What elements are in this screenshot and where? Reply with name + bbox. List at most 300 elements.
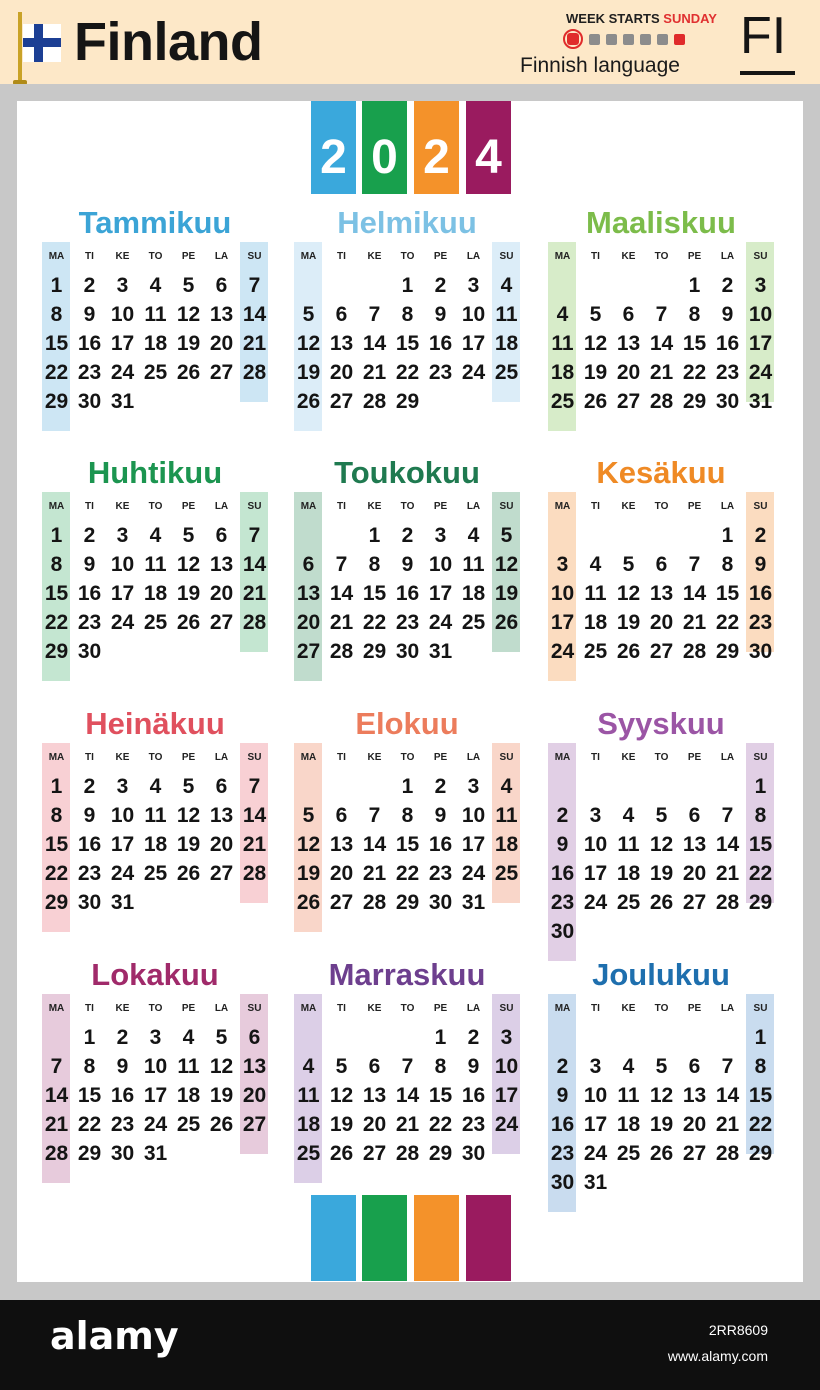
day-cell: 13 bbox=[649, 582, 674, 605]
day-cell: 14 bbox=[395, 1084, 420, 1107]
month-name: Heinäkuu bbox=[85, 706, 225, 741]
year-digit: 4 bbox=[475, 131, 502, 184]
day-cell: 5 bbox=[182, 274, 195, 297]
day-cell: 2 bbox=[116, 1026, 129, 1049]
day-cell: 12 bbox=[616, 582, 641, 605]
day-cell: 25 bbox=[143, 361, 168, 384]
day-cell: 7 bbox=[248, 274, 261, 297]
day-cell: 13 bbox=[209, 303, 234, 326]
month-huhtikuu bbox=[40, 455, 270, 681]
day-cell: 15 bbox=[395, 332, 420, 355]
day-cell: 7 bbox=[401, 1055, 414, 1078]
day-cell: 28 bbox=[649, 390, 674, 413]
day-cell: 30 bbox=[110, 1142, 135, 1165]
day-cell: 25 bbox=[583, 640, 608, 663]
day-cell: 8 bbox=[50, 553, 63, 576]
footer-block bbox=[466, 1195, 511, 1281]
day-cell: 10 bbox=[583, 1084, 608, 1107]
weekday-header: KE bbox=[115, 752, 130, 763]
day-cell: 8 bbox=[401, 804, 414, 827]
day-cell: 10 bbox=[110, 804, 135, 827]
day-cell: 4 bbox=[556, 303, 569, 326]
day-cell: 21 bbox=[715, 862, 740, 885]
day-cell: 8 bbox=[50, 804, 63, 827]
day-cell: 26 bbox=[209, 1113, 234, 1136]
day-cell: 22 bbox=[362, 611, 387, 634]
day-cell: 11 bbox=[495, 303, 518, 326]
day-cell: 24 bbox=[110, 361, 135, 384]
day-cell: 3 bbox=[556, 553, 569, 576]
day-cell: 17 bbox=[748, 332, 773, 355]
day-cell: 28 bbox=[242, 361, 267, 384]
weekday-header: LA bbox=[720, 251, 735, 262]
day-cell: 27 bbox=[329, 891, 354, 914]
day-cell: 23 bbox=[748, 611, 773, 634]
month-elokuu bbox=[292, 706, 522, 932]
weekday-header: PE bbox=[687, 251, 702, 262]
day-cell: 5 bbox=[655, 804, 668, 827]
weekday-header: SU bbox=[499, 501, 514, 512]
day-cell: 10 bbox=[748, 303, 773, 326]
day-cell: 16 bbox=[428, 332, 453, 355]
day-cell: 11 bbox=[617, 1084, 640, 1107]
weekday-header: PE bbox=[433, 501, 448, 512]
day-cell: 6 bbox=[368, 1055, 381, 1078]
month-name: Joulukuu bbox=[592, 957, 730, 992]
day-cell: 14 bbox=[44, 1084, 69, 1107]
language-label: Finnish language bbox=[520, 54, 680, 77]
day-cell: 7 bbox=[248, 775, 261, 798]
day-cell: 26 bbox=[649, 1142, 674, 1165]
day-cell: 22 bbox=[748, 1113, 773, 1136]
day-cell: 30 bbox=[715, 390, 740, 413]
weekday-header: MA bbox=[554, 752, 571, 763]
weekday-header: TI bbox=[85, 251, 94, 262]
day-cell: 4 bbox=[302, 1055, 315, 1078]
day-cell: 9 bbox=[401, 553, 414, 576]
day-cell: 2 bbox=[467, 1026, 480, 1049]
day-cell: 12 bbox=[176, 303, 201, 326]
day-cell: 26 bbox=[176, 611, 201, 634]
month-name: Tammikuu bbox=[78, 205, 232, 240]
day-cell: 11 bbox=[495, 804, 518, 827]
day-cell: 9 bbox=[83, 804, 96, 827]
day-cell: 21 bbox=[395, 1113, 420, 1136]
day-cell: 6 bbox=[302, 553, 315, 576]
day-cell: 14 bbox=[329, 582, 354, 605]
day-cell: 25 bbox=[494, 361, 519, 384]
day-cell: 9 bbox=[83, 553, 96, 576]
weekday-header: TI bbox=[337, 1003, 346, 1014]
day-cell: 10 bbox=[494, 1055, 519, 1078]
day-cell: 13 bbox=[329, 833, 354, 856]
weekday-header: TO bbox=[400, 752, 415, 763]
day-cell: 29 bbox=[395, 390, 420, 413]
day-cell: 4 bbox=[149, 524, 162, 547]
day-cell: 27 bbox=[616, 390, 641, 413]
day-cell: 27 bbox=[362, 1142, 387, 1165]
day-cell: 16 bbox=[550, 1113, 575, 1136]
flagpole bbox=[18, 12, 22, 84]
weekday-header: PE bbox=[687, 1003, 702, 1014]
day-cell: 15 bbox=[682, 332, 707, 355]
day-cell: 19 bbox=[296, 862, 321, 885]
day-cell: 15 bbox=[362, 582, 387, 605]
day-cell: 30 bbox=[461, 1142, 486, 1165]
day-cell: 26 bbox=[583, 390, 608, 413]
day-cell: 10 bbox=[143, 1055, 168, 1078]
day-cell: 7 bbox=[248, 524, 261, 547]
day-cell: 11 bbox=[584, 582, 607, 605]
day-cell: 6 bbox=[688, 1055, 701, 1078]
day-cell: 20 bbox=[362, 1113, 387, 1136]
day-cell: 18 bbox=[461, 582, 486, 605]
day-cell: 9 bbox=[467, 1055, 480, 1078]
day-cell: 25 bbox=[143, 862, 168, 885]
day-cell: 11 bbox=[144, 553, 167, 576]
weekday-header: PE bbox=[433, 251, 448, 262]
footer-block bbox=[414, 1195, 459, 1281]
day-cell: 18 bbox=[143, 332, 168, 355]
day-dot bbox=[657, 34, 668, 45]
month-name: Maaliskuu bbox=[586, 205, 736, 240]
weekday-header: TO bbox=[654, 1003, 669, 1014]
day-cell: 3 bbox=[467, 274, 480, 297]
weekday-header: TI bbox=[337, 251, 346, 262]
day-cell: 31 bbox=[748, 390, 773, 413]
weekday-header: LA bbox=[720, 752, 735, 763]
weekday-header: MA bbox=[48, 1003, 65, 1014]
weekday-header: MA bbox=[300, 251, 317, 262]
weekday-header: MA bbox=[48, 752, 65, 763]
day-cell: 4 bbox=[182, 1026, 195, 1049]
weekday-header: KE bbox=[367, 501, 382, 512]
day-cell: 28 bbox=[362, 390, 387, 413]
day-cell: 15 bbox=[748, 833, 773, 856]
weekday-header: MA bbox=[48, 251, 65, 262]
day-cell: 2 bbox=[401, 524, 414, 547]
week-starts-day: SUNDAY bbox=[663, 11, 717, 26]
day-cell: 28 bbox=[715, 1142, 740, 1165]
day-cell: 16 bbox=[715, 332, 740, 355]
day-cell: 15 bbox=[715, 582, 740, 605]
day-cell: 29 bbox=[395, 891, 420, 914]
weekday-header: PE bbox=[181, 752, 196, 763]
day-cell: 29 bbox=[682, 390, 707, 413]
day-cell: 31 bbox=[461, 891, 486, 914]
selected-day-dot bbox=[563, 29, 583, 49]
day-dot bbox=[674, 34, 685, 45]
day-cell: 18 bbox=[176, 1084, 201, 1107]
day-cell: 5 bbox=[500, 524, 513, 547]
day-cell: 30 bbox=[748, 640, 773, 663]
day-cell: 26 bbox=[296, 891, 321, 914]
day-cell: 19 bbox=[176, 332, 201, 355]
day-cell: 19 bbox=[209, 1084, 234, 1107]
day-cell: 25 bbox=[494, 862, 519, 885]
footer-block bbox=[362, 1195, 407, 1281]
day-cell: 2 bbox=[556, 804, 569, 827]
day-cell: 28 bbox=[362, 891, 387, 914]
day-cell: 3 bbox=[500, 1026, 513, 1049]
day-cell: 3 bbox=[589, 804, 602, 827]
day-cell: 23 bbox=[395, 611, 420, 634]
day-cell: 11 bbox=[462, 553, 485, 576]
day-cell: 19 bbox=[329, 1113, 354, 1136]
day-cell: 29 bbox=[77, 1142, 102, 1165]
day-cell: 22 bbox=[682, 361, 707, 384]
weekday-header: MA bbox=[554, 251, 571, 262]
weekday-header: TO bbox=[148, 1003, 163, 1014]
day-cell: 22 bbox=[428, 1113, 453, 1136]
day-cell: 2 bbox=[83, 274, 96, 297]
day-cell: 5 bbox=[655, 1055, 668, 1078]
day-cell: 11 bbox=[144, 804, 167, 827]
week-starts-prefix: WEEK STARTS bbox=[566, 11, 660, 26]
country-title: Finland bbox=[74, 12, 263, 72]
weekday-header: KE bbox=[115, 251, 130, 262]
day-cell: 9 bbox=[556, 833, 569, 856]
day-cell: 12 bbox=[296, 833, 321, 856]
day-cell: 18 bbox=[494, 833, 519, 856]
weekday-header: TO bbox=[400, 501, 415, 512]
day-cell: 11 bbox=[617, 833, 640, 856]
weekday-header: SU bbox=[753, 251, 768, 262]
day-cell: 12 bbox=[583, 332, 608, 355]
day-cell: 29 bbox=[44, 640, 69, 663]
weekday-header: LA bbox=[720, 1003, 735, 1014]
day-cell: 9 bbox=[434, 303, 447, 326]
day-cell: 28 bbox=[242, 862, 267, 885]
day-cell: 19 bbox=[616, 611, 641, 634]
day-cell: 27 bbox=[682, 891, 707, 914]
day-cell: 31 bbox=[143, 1142, 168, 1165]
day-cell: 20 bbox=[329, 862, 354, 885]
day-cell: 19 bbox=[649, 1113, 674, 1136]
day-cell: 13 bbox=[209, 553, 234, 576]
day-cell: 13 bbox=[296, 582, 321, 605]
year-digit: 2 bbox=[320, 131, 347, 184]
weekday-header: TI bbox=[85, 752, 94, 763]
day-cell: 9 bbox=[754, 553, 767, 576]
day-cell: 25 bbox=[296, 1142, 321, 1165]
day-cell: 4 bbox=[467, 524, 480, 547]
day-cell: 31 bbox=[110, 390, 135, 413]
day-cell: 3 bbox=[754, 274, 767, 297]
country-code: FI bbox=[740, 7, 787, 65]
day-cell: 15 bbox=[44, 332, 69, 355]
day-cell: 22 bbox=[715, 611, 740, 634]
week-starts-label bbox=[566, 11, 717, 26]
week-start-indicator bbox=[563, 29, 685, 49]
weekday-header: LA bbox=[466, 501, 481, 512]
weekday-header: KE bbox=[367, 1003, 382, 1014]
day-cell: 24 bbox=[550, 640, 575, 663]
day-cell: 30 bbox=[550, 920, 575, 943]
day-cell: 13 bbox=[362, 1084, 387, 1107]
day-cell: 26 bbox=[494, 611, 519, 634]
weekday-header: KE bbox=[115, 1003, 130, 1014]
day-cell: 8 bbox=[368, 553, 381, 576]
weekday-header: SU bbox=[247, 752, 262, 763]
day-cell: 30 bbox=[77, 891, 102, 914]
day-cell: 14 bbox=[242, 303, 267, 326]
month-name: Toukokuu bbox=[334, 455, 480, 490]
day-cell: 10 bbox=[550, 582, 575, 605]
day-cell: 28 bbox=[682, 640, 707, 663]
day-cell: 2 bbox=[83, 775, 96, 798]
day-cell: 13 bbox=[242, 1055, 267, 1078]
day-cell: 28 bbox=[44, 1142, 69, 1165]
day-cell: 29 bbox=[715, 640, 740, 663]
day-cell: 24 bbox=[583, 891, 608, 914]
weekday-header: TO bbox=[400, 251, 415, 262]
weekday-header: KE bbox=[115, 501, 130, 512]
day-cell: 13 bbox=[209, 804, 234, 827]
weekday-header: LA bbox=[720, 501, 735, 512]
weekday-header: SU bbox=[753, 752, 768, 763]
weekday-header: KE bbox=[367, 752, 382, 763]
day-cell: 21 bbox=[649, 361, 674, 384]
weekday-header: SU bbox=[499, 1003, 514, 1014]
day-cell: 9 bbox=[83, 303, 96, 326]
day-cell: 6 bbox=[215, 524, 228, 547]
month-toukokuu bbox=[292, 455, 522, 681]
day-cell: 2 bbox=[754, 524, 767, 547]
day-cell: 27 bbox=[242, 1113, 267, 1136]
day-cell: 21 bbox=[715, 1113, 740, 1136]
day-cell: 21 bbox=[362, 361, 387, 384]
day-cell: 30 bbox=[77, 390, 102, 413]
day-cell: 29 bbox=[362, 640, 387, 663]
month-name: Marraskuu bbox=[328, 957, 486, 992]
day-cell: 3 bbox=[116, 274, 129, 297]
day-cell: 25 bbox=[616, 1142, 641, 1165]
day-cell: 22 bbox=[748, 862, 773, 885]
day-cell: 3 bbox=[149, 1026, 162, 1049]
day-cell: 22 bbox=[44, 611, 69, 634]
day-cell: 1 bbox=[401, 775, 414, 798]
day-cell: 8 bbox=[688, 303, 701, 326]
day-cell: 23 bbox=[715, 361, 740, 384]
day-cell: 8 bbox=[721, 553, 734, 576]
weekday-header: SU bbox=[247, 501, 262, 512]
day-cell: 20 bbox=[209, 582, 234, 605]
day-cell: 1 bbox=[368, 524, 381, 547]
day-cell: 16 bbox=[77, 332, 102, 355]
day-cell: 6 bbox=[688, 804, 701, 827]
day-cell: 25 bbox=[143, 611, 168, 634]
day-cell: 17 bbox=[110, 833, 135, 856]
day-cell: 1 bbox=[721, 524, 734, 547]
day-cell: 29 bbox=[748, 891, 773, 914]
day-cell: 17 bbox=[550, 611, 575, 634]
weekday-header: TO bbox=[654, 251, 669, 262]
day-cell: 23 bbox=[77, 361, 102, 384]
day-cell: 25 bbox=[176, 1113, 201, 1136]
day-cell: 14 bbox=[649, 332, 674, 355]
day-cell: 5 bbox=[182, 775, 195, 798]
day-cell: 29 bbox=[428, 1142, 453, 1165]
weekday-header: TI bbox=[85, 501, 94, 512]
day-cell: 9 bbox=[721, 303, 734, 326]
alamy-logo: alamy bbox=[50, 1314, 179, 1358]
weekday-header: LA bbox=[214, 1003, 229, 1014]
day-cell: 22 bbox=[44, 361, 69, 384]
weekday-header: LA bbox=[466, 251, 481, 262]
day-cell: 12 bbox=[176, 553, 201, 576]
day-cell: 6 bbox=[248, 1026, 261, 1049]
day-cell: 4 bbox=[500, 274, 513, 297]
month-tammikuu bbox=[40, 205, 270, 431]
day-cell: 21 bbox=[362, 862, 387, 885]
day-cell: 18 bbox=[550, 361, 575, 384]
day-cell: 19 bbox=[176, 833, 201, 856]
day-cell: 7 bbox=[368, 804, 381, 827]
day-cell: 24 bbox=[461, 862, 486, 885]
weekday-header: PE bbox=[687, 752, 702, 763]
weekday-header: LA bbox=[214, 251, 229, 262]
day-cell: 14 bbox=[682, 582, 707, 605]
day-cell: 1 bbox=[688, 274, 701, 297]
day-cell: 23 bbox=[550, 1142, 575, 1165]
day-cell: 27 bbox=[329, 390, 354, 413]
day-cell: 12 bbox=[176, 804, 201, 827]
day-cell: 17 bbox=[494, 1084, 519, 1107]
weekday-header: TI bbox=[337, 501, 346, 512]
weekday-header: PE bbox=[687, 501, 702, 512]
weekday-header: KE bbox=[621, 752, 636, 763]
weekday-header: SU bbox=[499, 752, 514, 763]
day-cell: 10 bbox=[428, 553, 453, 576]
weekday-header: KE bbox=[621, 251, 636, 262]
day-cell: 12 bbox=[209, 1055, 234, 1078]
day-cell: 21 bbox=[242, 833, 267, 856]
day-cell: 6 bbox=[215, 274, 228, 297]
day-cell: 20 bbox=[209, 833, 234, 856]
day-cell: 7 bbox=[721, 1055, 734, 1078]
day-cell: 7 bbox=[368, 303, 381, 326]
day-cell: 12 bbox=[649, 833, 674, 856]
day-cell: 27 bbox=[209, 611, 234, 634]
day-cell: 12 bbox=[494, 553, 519, 576]
day-cell: 7 bbox=[688, 553, 701, 576]
month-heinäkuu bbox=[40, 706, 270, 932]
month-kesäkuu bbox=[546, 455, 776, 681]
day-cell: 17 bbox=[583, 862, 608, 885]
day-cell: 21 bbox=[242, 582, 267, 605]
day-cell: 24 bbox=[110, 862, 135, 885]
day-cell: 1 bbox=[50, 775, 63, 798]
day-cell: 25 bbox=[461, 611, 486, 634]
weekday-header: MA bbox=[554, 1003, 571, 1014]
day-cell: 3 bbox=[116, 775, 129, 798]
month-lokakuu bbox=[40, 957, 270, 1183]
day-dot bbox=[623, 34, 634, 45]
day-cell: 7 bbox=[335, 553, 348, 576]
day-cell: 15 bbox=[44, 582, 69, 605]
day-cell: 17 bbox=[110, 582, 135, 605]
day-cell: 23 bbox=[428, 862, 453, 885]
day-cell: 26 bbox=[649, 891, 674, 914]
finland-flag-icon bbox=[23, 24, 61, 62]
day-cell: 1 bbox=[50, 524, 63, 547]
day-cell: 16 bbox=[110, 1084, 135, 1107]
weekday-header: SU bbox=[753, 501, 768, 512]
country-code-underline bbox=[740, 71, 795, 75]
weekday-header: KE bbox=[621, 1003, 636, 1014]
month-name: Huhtikuu bbox=[87, 455, 223, 490]
